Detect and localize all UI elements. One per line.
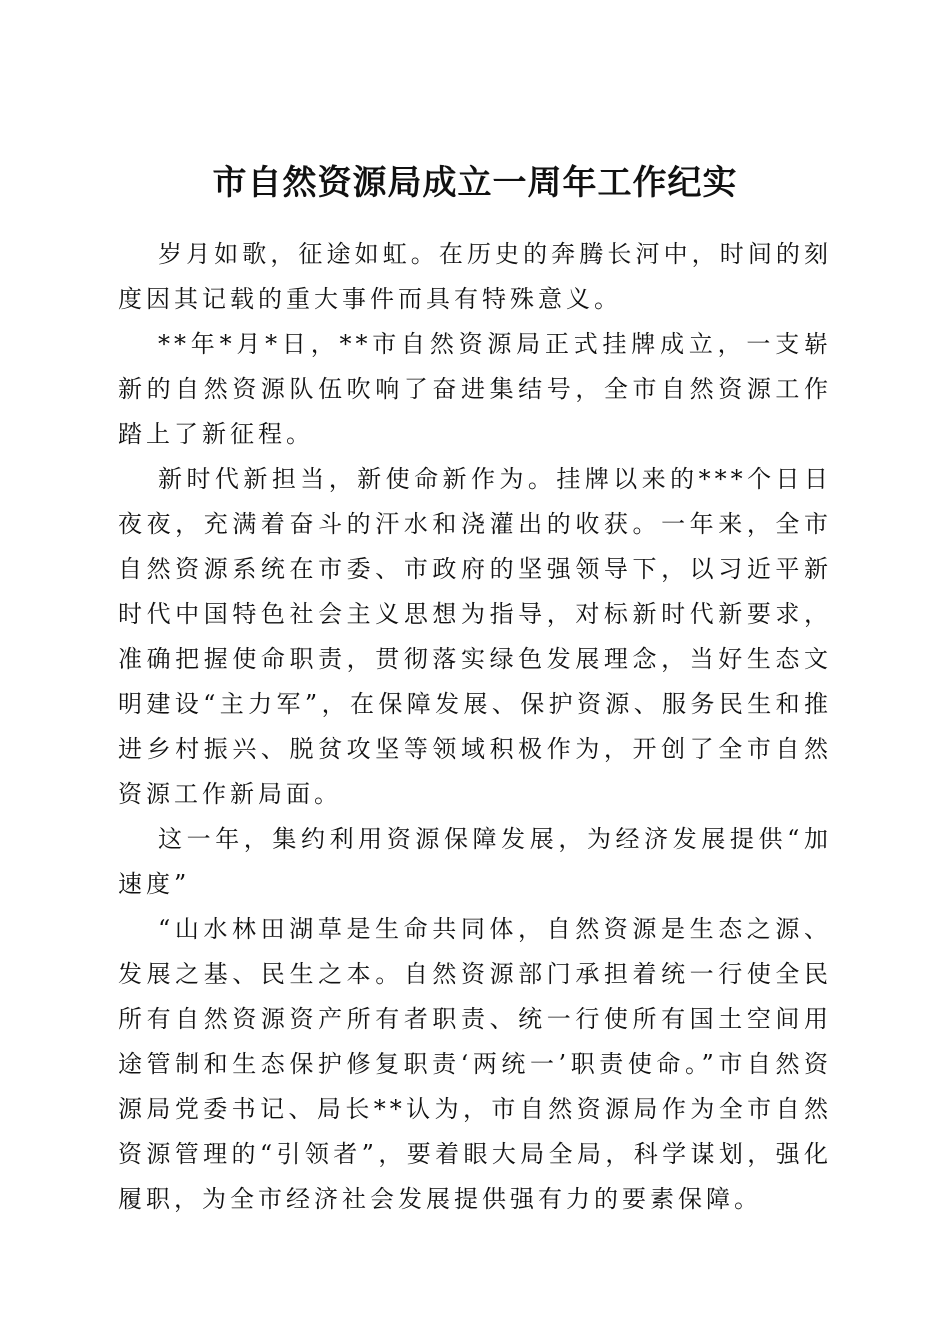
- document-title: 市自然资源局成立一周年工作纪实: [212, 162, 738, 203]
- paragraph: **年*月*日，**市自然资源局正式挂牌成立，一支崭新的自然资源队伍吹响了奋进集结号，全市自然资源工作踏上了新征程。: [118, 330, 832, 448]
- paragraph: 岁月如歌，征途如虹。在历史的奔腾长河中，时间的刻度因其记载的重大事件而具有特殊意义。: [118, 240, 832, 313]
- paragraph: 这一年，集约利用资源保障发展，为经济发展提供“加速度”: [118, 825, 832, 898]
- document-body: [118, 232, 832, 1222]
- paragraph: “山水林田湖草是生命共同体，自然资源是生态之源、发展之基、民生之本。自然资源部门承担着统一行使全民所有自然资源资产所有者职责、统一行使所有国土空间用途管制和生态保护修复职责‘两统一’职责使命。”市自然资源局党委书记、局长**认为，市自然资源局作为全市自然资源管理的“引领者”，要着眼大局全局，科学谋划，强化履职，为全市经济社会发展提供强有力的要素保障。: [118, 915, 832, 1213]
- paragraph: 新时代新担当，新使命新作为。挂牌以来的***个日日夜夜，充满着奋斗的汗水和浇灌出的收获。一年来，全市自然资源系统在市委、市政府的坚强领导下，以习近平新时代中国特色社会主义思想为指导，对标新时代新要求，准确把握使命职责，贯彻落实绿色发展理念，当好生态文明建设“主力军”，在保障发展、保护资源、服务民生和推进乡村振兴、脱贫攻坚等领域积极作为，开创了全市自然资源工作新局面。: [118, 465, 832, 808]
